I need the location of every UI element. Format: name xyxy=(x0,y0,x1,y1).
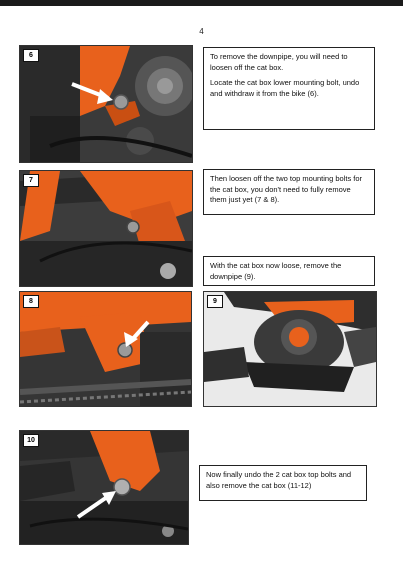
arrow-icon xyxy=(20,292,191,406)
instruction-box-step-7 xyxy=(203,169,375,215)
instruction-text: Then loosen off the two top mounting bolts for the cat box, you don't need to fully remove them just yet (7 & 8). xyxy=(210,174,363,204)
step-number-6: 6 xyxy=(23,49,39,62)
photo-step-6 xyxy=(19,45,193,163)
top-border xyxy=(0,0,403,6)
instruction-text: To remove the downpipe, you will need to loosen off the cat box. xyxy=(210,52,348,72)
instruction-text: With the cat box now loose, remove the downpipe (9). xyxy=(210,261,342,281)
photo-step-9 xyxy=(203,291,377,407)
instruction-box-step-6 xyxy=(203,47,375,130)
instruction-text: Now finally undo the 2 cat box top bolts and also remove the cat box (11-12) xyxy=(206,470,352,490)
step-number-7: 7 xyxy=(23,174,39,187)
step-number-8: 8 xyxy=(23,295,39,308)
arrow-icon xyxy=(20,46,192,162)
photo-step-8 xyxy=(19,291,192,407)
step-number-9: 9 xyxy=(207,295,223,308)
step-number-10: 10 xyxy=(23,434,39,447)
arrow-icon xyxy=(20,431,188,544)
instruction-text: Locate the cat box lower mounting bolt, undo and withdraw it from the bike (6). xyxy=(210,78,360,98)
photo-step-7 xyxy=(19,170,193,287)
instruction-box-step-10 xyxy=(199,465,367,501)
instruction-box-step-9 xyxy=(203,256,375,286)
page-number: 4 xyxy=(199,27,204,36)
photo-step-10 xyxy=(19,430,189,545)
